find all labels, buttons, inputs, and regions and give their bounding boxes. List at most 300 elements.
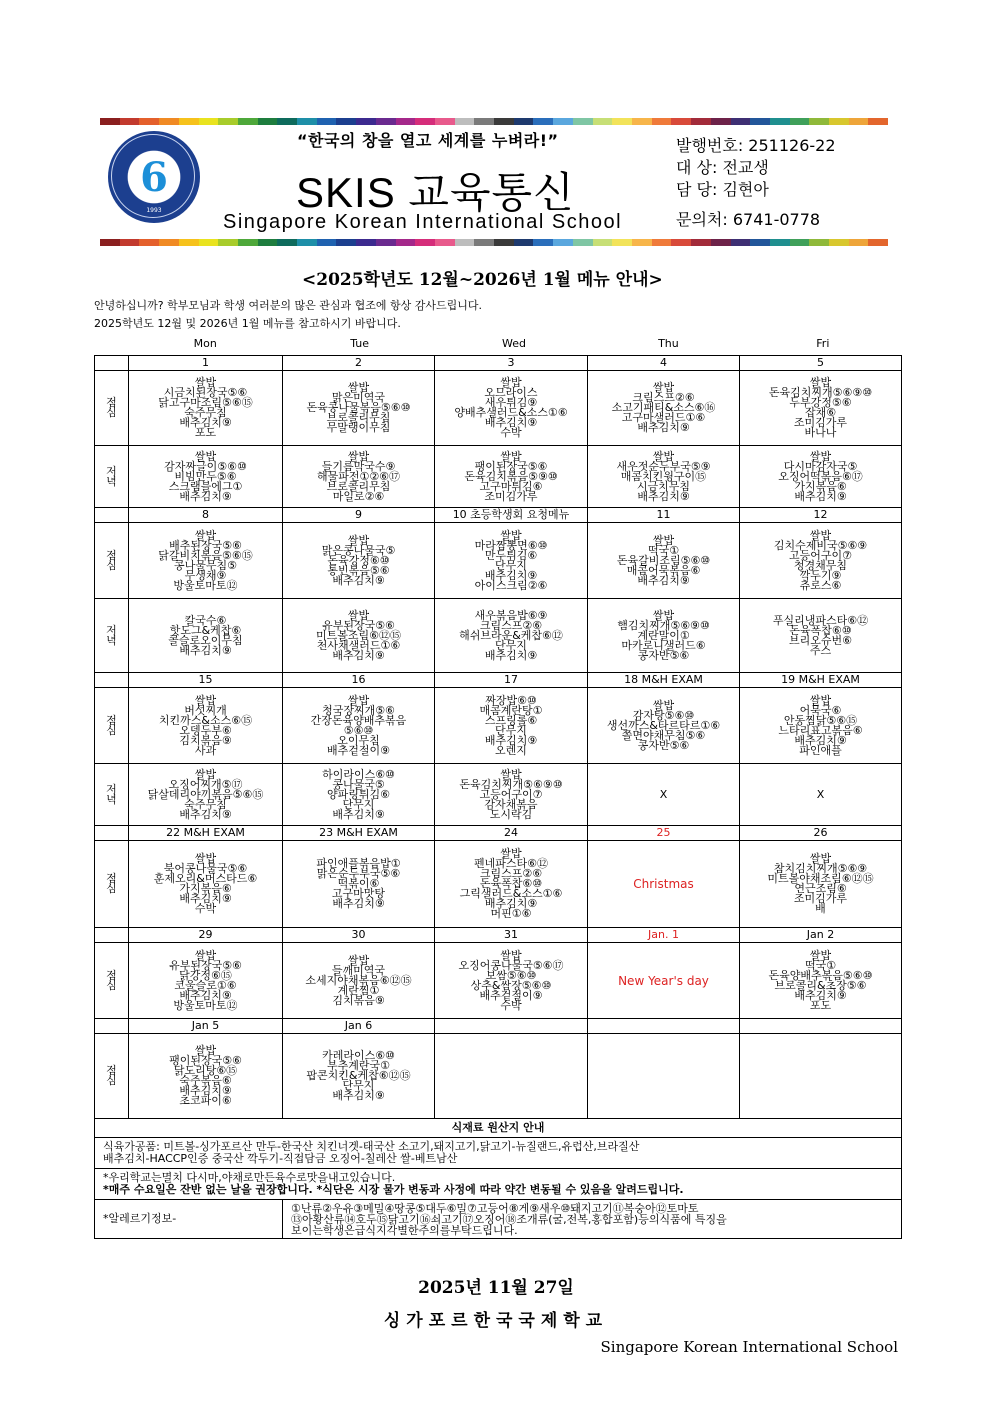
dish-item: 쌀밥 (809, 376, 832, 389)
dish-item: 아이스크림②⑥ (474, 578, 548, 592)
stripe-segment (336, 239, 356, 246)
menu-cell (740, 841, 902, 928)
stripe-segment (770, 239, 790, 246)
dish-item: 크림스프②⑥ (632, 391, 695, 404)
dish-item: 조미김가루 (484, 489, 538, 503)
menu-cell (283, 446, 435, 508)
dish-item: 수박 (500, 998, 522, 1012)
notes-line-1: *우리학교는멸치 다시마,야채로만든육수로맛을내고있습니다. (103, 1171, 396, 1184)
dish-item: 쫄면야채무침⑤⑥ (621, 728, 706, 742)
stripe-segment (455, 239, 475, 246)
stripe-segment (553, 118, 573, 125)
stripe-segment (199, 239, 219, 246)
date-cell: 31 (435, 928, 588, 943)
stripe-segment (612, 118, 632, 125)
dish-item: 돈육김치찌개⑤⑥⑨⑩ (459, 777, 563, 791)
dish-item: 쌀밥 (194, 693, 217, 707)
stripe-segment (770, 118, 790, 125)
stripe-segment (376, 118, 396, 125)
dish-item: 고등어구이⑦ (479, 787, 543, 801)
dish-item: 배추김치⑨ (179, 807, 232, 821)
weekday-tue: Tue (350, 337, 369, 350)
meal-row (95, 599, 902, 673)
logo-year: 1993 (146, 207, 162, 214)
menu-cell (435, 523, 588, 599)
dish-item: 오렌지 (495, 743, 527, 757)
dish-item: 배추김치⑨ (794, 489, 847, 503)
meal-label (95, 371, 129, 446)
dish-item: 수박 (194, 902, 217, 915)
dish-item: 감자채볶음 (484, 797, 538, 811)
stripe-segment (277, 239, 297, 246)
meal-label-char: 점 (106, 713, 117, 727)
school-name-en-footer: Singapore Korean International School (600, 1338, 898, 1356)
dish-item: 배추김치⑨ (637, 573, 690, 587)
dish-item: 배추김치⑨ (794, 988, 847, 1002)
bottom-color-stripe (100, 239, 888, 246)
dish-item: 배추김치⑨ (179, 892, 232, 905)
menu-cell (740, 764, 902, 826)
meal-row (95, 764, 902, 826)
dish-item: 단무지 (342, 797, 375, 811)
dish-item: 주스 (809, 643, 832, 657)
dish-item: 가지볶음⑥ (179, 882, 232, 895)
school-logo (108, 131, 200, 223)
stripe-segment (533, 239, 553, 246)
stripe-segment (553, 239, 573, 246)
menu-cell (435, 688, 588, 764)
dish-item: 배추김치⑨ (332, 648, 385, 662)
menu-cell (129, 523, 283, 599)
dish-item: 쌀밥 (194, 852, 217, 865)
dish-item: 김치수제비국⑤⑥⑨ (773, 538, 868, 552)
dish-item: 배추김치⑨ (484, 897, 538, 910)
dish-item: 안동찜닭⑤⑥⑮ (783, 713, 858, 727)
stripe-segment (415, 118, 435, 125)
dish-item: 푸실리냉파스타⑥⑫ (772, 613, 869, 627)
date-cell: 12 (740, 508, 902, 523)
dish-item: 팝콘치킨&케찹⑥⑫⑮ (306, 1069, 411, 1082)
dish-item: 쌀밥 (500, 847, 522, 860)
stripe-segment (849, 239, 869, 246)
stripe-segment (849, 118, 869, 125)
dish-item: 방울토마토⑫ (173, 578, 238, 592)
dish-item: 배추겉절이⑨ (479, 988, 543, 1002)
date-row-spacer (95, 673, 129, 688)
stripe-segment (415, 239, 435, 246)
dish-item: 쌀밥 (194, 376, 217, 389)
stripe-segment (593, 239, 613, 246)
dish-item: 쌀밥 (500, 376, 522, 389)
dish-item: 배추김치⑨ (332, 897, 385, 910)
menu-cell (283, 599, 435, 673)
dish-item: 감자짜글이⑤⑥⑩ (164, 459, 247, 473)
dish-item: 배추김치⑨ (637, 421, 690, 434)
dish-item: 계란말이① (637, 628, 690, 642)
greeting-line-1: 안녕하십니까? 학부모님과 학생 여러분의 많은 관심과 협조에 항상 감사드립니다. (94, 299, 482, 312)
menu-cell (588, 688, 740, 764)
allergy-info (283, 1200, 902, 1239)
dish-item: 포도 (809, 998, 832, 1012)
dish-item: 코울슬로①⑥ (174, 978, 237, 992)
dish-item: 닭살데리야끼볶음⑤⑥⑮ (147, 787, 264, 801)
menu-cell (588, 371, 740, 446)
dish-item: 쌀밥 (809, 449, 832, 463)
dish-item: 짜장밥⑥⑩ (485, 693, 537, 707)
dish-item: 통빈볶음⑤⑥ (327, 563, 390, 577)
date-cell: 26 (740, 826, 902, 841)
date-row-spacer (95, 826, 129, 841)
dish-item: 김치볶음⑨ (332, 993, 385, 1007)
date-cell: 4 (588, 356, 740, 371)
dish-item: 쌀밥 (347, 449, 370, 463)
dish-item: 배추겉절이⑨ (327, 743, 390, 757)
stripe-segment (533, 118, 553, 125)
stripe-segment (139, 239, 159, 246)
dish-item: 쌀밥 (194, 948, 217, 962)
dish-item: 숙주무침 (184, 406, 227, 419)
dish-item: 수박 (500, 426, 522, 439)
menu-cell (129, 841, 283, 928)
dish-item: 마카로니샐러드⑥ (621, 638, 706, 652)
dish-item: 콩나물국⑤ (332, 777, 385, 791)
date-cell (588, 1019, 740, 1034)
dish-item: 콜슬로오이무침 (168, 633, 243, 647)
stripe-segment (258, 239, 278, 246)
stripe-segment (120, 118, 140, 125)
date-cell: Jan 6 (283, 1019, 435, 1034)
stripe-segment (297, 118, 317, 125)
stripe-segment (593, 118, 613, 125)
dish-item: 팽이된장국⑤⑥ (169, 1054, 242, 1067)
dish-item: 배추김치⑨ (179, 643, 232, 657)
stripe-segment (829, 239, 849, 246)
stripe-segment (238, 118, 258, 125)
date-cell: Jan 5 (129, 1019, 283, 1034)
menu-cell (283, 688, 435, 764)
dish-item: 천사채샐러드①⑥ (316, 638, 401, 652)
person-in-charge: 담 당: 김현아 (676, 180, 769, 199)
meal-row (95, 1034, 902, 1119)
stripe-segment (396, 239, 416, 246)
school-name-en: Singapore Korean International School (223, 211, 623, 233)
dish-item: 파인애플 (799, 743, 842, 757)
date-cell: 29 (129, 928, 283, 943)
dish-item: 계란찜① (337, 983, 380, 997)
weekday-wed: Wed (502, 337, 526, 350)
dish-item: 쌀밥 (194, 528, 217, 542)
dish-item: 하이라이스⑥⑩ (322, 767, 395, 781)
menu-cell (740, 1034, 902, 1119)
meal-label (95, 688, 129, 764)
menu-cell (588, 841, 740, 928)
dish-item: 매콤어묵볶음⑥ (626, 563, 701, 577)
stripe-segment (790, 239, 810, 246)
dish-item: 닭갈비치볶음⑤⑥⑮ (158, 548, 253, 562)
stripe-segment (258, 118, 278, 125)
dish-item: 돈육폭찹⑥⑩ (479, 877, 543, 890)
dish-item: 양배추샐러드&소스①⑥ (454, 406, 568, 419)
menu-cell (740, 688, 902, 764)
date-cell: 23 M&H EXAM (283, 826, 435, 841)
stripe-segment (218, 239, 238, 246)
stripe-segment (435, 118, 455, 125)
dish-item: 파인애플볶음밥① (316, 857, 401, 870)
menu-cell (588, 1034, 740, 1119)
meal-label-char: 심 (106, 882, 117, 895)
stripe-segment (514, 239, 534, 246)
menu-cell (740, 371, 902, 446)
dish-item: 쌀밥 (347, 533, 370, 547)
dish-item: 새우젓순두부국⑤⑨ (616, 459, 711, 473)
dish-item: 떡국① (804, 958, 837, 972)
stripe-segment (100, 239, 120, 246)
date-cell: 9 (283, 508, 435, 523)
meal-label (95, 764, 129, 826)
dish-item: 매콤치킨윙구이⑮ (620, 469, 707, 483)
menu-cell (283, 764, 435, 826)
holiday-label: Christmas (633, 877, 694, 891)
stripe-segment (809, 239, 829, 246)
dish-item: 미트볼조림⑥⑫⑮ (316, 628, 401, 642)
dish-item: 쌀밥 (347, 381, 370, 394)
menu-cell (283, 523, 435, 599)
date-row-spacer (95, 928, 129, 943)
date-cell: 3 (435, 356, 588, 371)
dish-item: 새우볶음밥⑥⑨ (474, 608, 548, 622)
meal-label-char: 점 (106, 396, 117, 409)
meal-row (95, 943, 902, 1019)
stripe-segment (179, 239, 199, 246)
dish-item: 고구마튀김⑥ (479, 479, 543, 493)
meal-label-char: 녁 (106, 633, 117, 647)
allergy-line-1: ①난류②우유③메밀④땅콩⑤대두⑥밀⑦고등어⑧게⑨새우⑩돼지고기⑪복숭아⑫토마토 (291, 1201, 699, 1215)
dish-item: 그릭샐러드&소스①⑥ (459, 887, 563, 900)
school-name-ko: 싱가포르한국국제학교 (383, 1311, 609, 1331)
menu-cell (129, 371, 283, 446)
dish-item: 쌀밥 (809, 693, 832, 707)
date-row-spacer (95, 356, 129, 371)
dish-item: 콩자반⑤⑥ (637, 648, 690, 662)
dish-item: 크림스프②⑥ (479, 867, 543, 880)
dish-item: 닭도리탕⑥⑮ (173, 1064, 238, 1077)
dish-item: 치킨까스&소스⑥⑮ (158, 713, 253, 727)
dish-item: 돈육콩나물볶음⑤⑥⑩ (306, 401, 411, 414)
menu-cell (129, 764, 283, 826)
logo-emblem-icon: 6 (130, 153, 178, 201)
dish-item: 두부강정⑤⑥ (789, 396, 852, 409)
menu-cell (129, 688, 283, 764)
weekday-header (128, 337, 900, 350)
dish-item: 가지볶음⑥ (794, 479, 847, 493)
notes-line-2: *매주 수요일은 잔반 없는 날을 권장합니다. *식단은 시장 물가 변동과 사정에 따라 약간 변동될 수 있음을 알려드립니다. (103, 1183, 684, 1196)
date-cell: 22 M&H EXAM (129, 826, 283, 841)
menu-cell (283, 1034, 435, 1119)
dish-item: 콩자반⑤⑥ (637, 738, 690, 752)
date-cell: 18 M&H EXAM (588, 673, 740, 688)
top-color-stripe (100, 118, 888, 125)
meal-label-char: 점 (106, 872, 117, 885)
dish-item: 연근조림⑥ (794, 882, 847, 895)
menu-cell (435, 446, 588, 508)
date-cell: 17 (435, 673, 588, 688)
dish-item: 브리오슈번⑥ (789, 633, 852, 647)
stripe-segment (336, 118, 356, 125)
date-cell: 19 M&H EXAM (740, 673, 902, 688)
meal-row (95, 688, 902, 764)
meal-label-char: 심 (106, 978, 117, 992)
dish-item: 맑은미역국 (331, 391, 386, 404)
dish-item: 배추김치⑨ (637, 489, 690, 503)
dish-item: 콩나물무침⑤ (174, 558, 237, 572)
origin-line-1: 식육가공품: 미트볼-싱가포르산 만두-한국산 치킨너겟-태국산 소고기,돼지고기,닭고기-뉴질랜드,유럽산,브라질산 (103, 1140, 640, 1153)
meal-label-char: 점 (106, 968, 117, 982)
menu-cell (283, 841, 435, 928)
dish-item: 조미김가루 (793, 416, 848, 429)
stripe-segment (829, 118, 849, 125)
dish-item: 깍두기⑨ (799, 568, 842, 582)
dish-item: 도시락김 (489, 807, 533, 821)
dish-item: 만두튀김⑥ (484, 548, 538, 562)
dish-item: 소세지야채볶음⑥⑫⑮ (305, 973, 412, 987)
stripe-segment (573, 239, 593, 246)
stripe-segment (179, 118, 199, 125)
no-meal-mark: X (659, 787, 668, 801)
newsletter-title: SKIS 교육통신 (296, 169, 575, 216)
dish-item: 쌀밥 (809, 528, 832, 542)
stripe-segment (376, 239, 396, 246)
date-row (95, 928, 902, 943)
dish-item: 참치김치찌개⑤⑥⑨ (773, 862, 868, 875)
menu-cell (435, 1034, 588, 1119)
dish-item: 미트볼야채조림⑥⑫⑮ (767, 872, 874, 885)
meal-label-char: 저 (106, 782, 117, 796)
dish-item: 김치볶음⑨ (179, 733, 232, 747)
dish-item: 맑은콩나물국⑤ (321, 543, 396, 557)
menu-table (94, 355, 902, 1239)
dish-item: 츄로스⑥ (799, 578, 842, 592)
stripe-segment (317, 239, 337, 246)
stripe-segment (120, 239, 140, 246)
stripe-segment (455, 118, 475, 125)
date-row-spacer (95, 508, 129, 523)
date-cell: 5 (740, 356, 902, 371)
dish-item: ⑤⑥⑩ (343, 723, 374, 737)
dish-item: 유부된장국⑤⑥ (322, 618, 395, 632)
stripe-segment (632, 118, 652, 125)
stripe-segment (435, 239, 455, 246)
stripe-segment (809, 118, 829, 125)
stripe-segment (731, 239, 751, 246)
dish-item: 들기름막국수⑨ (321, 459, 396, 473)
dish-item: 오이무침 (337, 733, 380, 747)
dish-item: 배추김치⑨ (484, 648, 538, 662)
dish-item: 돈육강정⑥⑩ (327, 553, 390, 567)
stripe-segment (691, 239, 711, 246)
date-cell: 15 (129, 673, 283, 688)
meal-label-char: 심 (106, 723, 117, 737)
stripe-segment (494, 118, 514, 125)
menu-cell (740, 599, 902, 673)
date-cell: 24 (435, 826, 588, 841)
dish-item: 상추&쌈장⑤⑥⑩ (470, 978, 552, 992)
meal-label-char: 심 (106, 1074, 117, 1087)
stripe-segment (514, 118, 534, 125)
dish-item: 고등어구이⑦ (789, 548, 852, 562)
dish-item: 시금치무침 (636, 479, 691, 493)
dish-item: 쌀밥 (500, 948, 522, 962)
dish-item: 배추김치⑨ (179, 988, 232, 1002)
stripe-segment (356, 239, 376, 246)
dish-item: 감자탕⑤⑥⑩ (632, 708, 695, 722)
date-cell: 10 초등학생회 요청메뉴 (435, 508, 588, 523)
date-cell: 16 (283, 673, 435, 688)
dish-item: 돈육김치볶음⑤⑨⑩ (464, 469, 558, 483)
menu-cell (129, 446, 283, 508)
menu-cell (283, 371, 435, 446)
meal-label (95, 446, 129, 508)
dish-item: 배추김치⑨ (332, 1089, 385, 1102)
menu-cell (588, 446, 740, 508)
dish-item: 쌀밥 (809, 948, 832, 962)
dish-item: 마일로②⑥ (332, 489, 385, 503)
dish-item: 단무지 (342, 1079, 375, 1092)
dish-item: 고구마맛탕 (331, 887, 386, 900)
meal-label (95, 841, 129, 928)
notes-info (95, 1169, 902, 1200)
no-meal-mark: X (816, 787, 825, 801)
dish-item: 버섯찌개 (184, 703, 227, 717)
menu-cell (129, 599, 283, 673)
dish-item: 쌀밥 (500, 528, 522, 542)
dish-item: 북어콩나물국⑤⑥ (163, 862, 248, 875)
dish-item: 초코파이⑥ (179, 1094, 232, 1107)
stripe-segment (297, 239, 317, 246)
menu-cell (435, 943, 588, 1019)
weekday-mon: Mon (193, 337, 217, 350)
dish-item: 오징어떡볶음⑥⑰ (778, 469, 863, 483)
dish-item: 방울토마토⑫ (173, 998, 238, 1012)
dish-item: 배 (815, 902, 826, 915)
dish-item: 해쉬브라운&케찹⑥⑫ (459, 628, 563, 642)
stripe-segment (612, 239, 632, 246)
dish-item: 비빔만두⑤⑥ (174, 469, 237, 483)
weekday-thu: Thu (658, 337, 679, 350)
meal-row (95, 446, 902, 508)
meal-label-char: 심 (106, 406, 117, 419)
stripe-segment (199, 118, 219, 125)
dish-item: 시금치된장국⑤⑥ (163, 386, 248, 399)
dish-item: 쌀밥 (347, 693, 370, 707)
dish-item: 닭강정⑥⑮ (179, 968, 232, 982)
meal-label-char: 점 (106, 548, 117, 562)
dish-item: 맑은순두부국⑤⑥ (316, 867, 401, 880)
date-cell: Jan. 1 (588, 928, 740, 943)
dish-item: 쌀밥 (194, 767, 217, 781)
dish-item: 배추김치⑨ (179, 1084, 232, 1097)
stripe-segment (652, 118, 672, 125)
notice-title: <2025학년도 12월~2026년 1월 메뉴 안내> (302, 270, 663, 290)
dish-item: 고구마샐러드①⑥ (621, 411, 706, 424)
dish-item: 햄김치찌개⑤⑥⑨⑩ (617, 618, 710, 632)
dish-item: 포도 (194, 426, 217, 439)
dish-item: 쌀밥 (500, 449, 522, 463)
dish-item: 쌀밥 (347, 953, 370, 967)
date-cell: 1 (129, 356, 283, 371)
stripe-segment (159, 239, 179, 246)
meal-label-char: 점 (106, 1064, 117, 1077)
dish-item: 훈제오리&머스타드⑥ (153, 872, 258, 885)
